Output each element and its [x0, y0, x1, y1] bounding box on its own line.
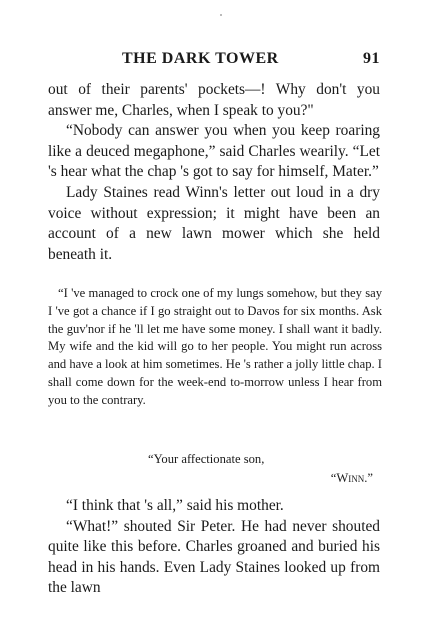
page-number: 91 — [363, 50, 380, 67]
letter-closing: “Your affectionate son, — [148, 452, 265, 466]
letter-signature: “Winn.” — [330, 471, 373, 485]
paragraph: out of their parents' pockets—! Why don't you answer me, Charles, when I speak to you?" — [48, 81, 380, 119]
running-header — [48, 50, 380, 72]
scan-speck — [220, 14, 222, 16]
body-text-bottom — [48, 496, 380, 599]
paragraph: “I think that 's all,” said his mother. — [66, 497, 284, 514]
body-text-top — [48, 80, 380, 265]
paragraph: “What!” shouted Sir Peter. He had never shouted quite like this before. Charles groaned and buried his head in his hands. Even Lady Staines looked up from the lawn — [48, 517, 380, 597]
letter-quote — [48, 285, 382, 410]
paragraph: “Nobody can answer you when you keep roaring like a deuced megaphone,” said Charles wearily. “Let 's hear what the chap 's got to say for himself, Mater.” — [48, 122, 380, 181]
paragraph: Lady Staines read Winn's letter out loud in a dry voice without expression; it might have been an account of a new lawn mower which she held beneath it. — [48, 183, 380, 263]
running-title: THE DARK TOWER — [122, 50, 279, 67]
letter-body: “I 've managed to crock one of my lungs somehow, but they say I 've got a chance if I go straight out to Davos for six months. Ask the guv'nor if he 'll let me have some money. I shall want it badly. My wife and the kid will go to her people. You might run across and have a look at him sometimes. He 's rather a jolly little chap. I shall come down for the week-end to-morrow unless I hear from you to the contrary. — [48, 286, 382, 407]
